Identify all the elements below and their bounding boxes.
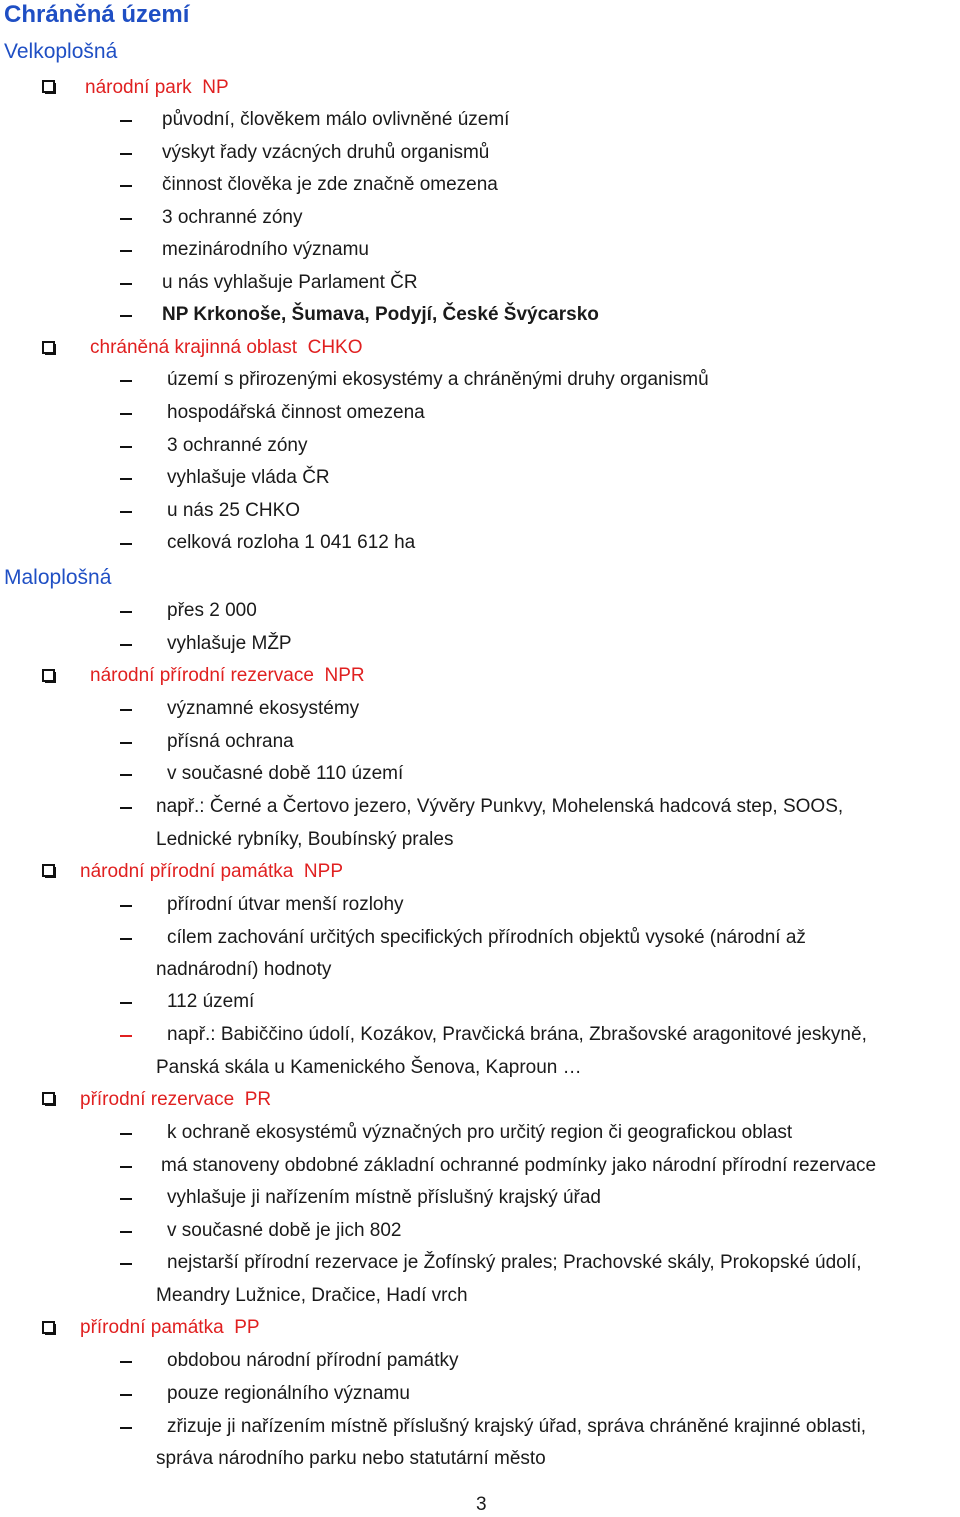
category-heading-npp <box>80 860 343 884</box>
list-item: pouze regionálního významu <box>167 1383 410 1404</box>
category-heading-pp <box>80 1316 260 1340</box>
list-item: mezinárodního významu <box>162 239 369 260</box>
checkbox-icon <box>42 80 55 93</box>
category-abbr: NPR <box>324 665 365 686</box>
category-label: národní přírodní památka <box>80 861 294 882</box>
checkbox-icon <box>42 1092 55 1105</box>
list-item: např.: Černé a Čertovo jezero, Vývěry Punkvy, Mohelenská hadcová step, SOOS, <box>156 796 844 817</box>
list-item-continuation: správa národního parku nebo statutární město <box>156 1448 546 1469</box>
section-heading-maloplosna: Maloplošná <box>4 566 112 589</box>
dash-icon <box>120 644 132 646</box>
list-item: obdobou národní přírodní památky <box>167 1350 459 1371</box>
dash-icon <box>120 315 132 317</box>
category-abbr: PR <box>244 1089 272 1110</box>
category-label: přírodní památka <box>80 1317 224 1338</box>
category-heading-chko <box>90 336 363 360</box>
list-item-continuation: nadnárodní) hodnoty <box>156 959 332 980</box>
list-item-continuation: Meandry Lužnice, Dračice, Hadí vrch <box>156 1285 468 1306</box>
dash-icon <box>120 1263 132 1265</box>
list-item: u nás vyhlašuje Parlament ČR <box>162 272 418 293</box>
category-heading-pr <box>80 1088 271 1112</box>
list-item-continuation: Panská skála u Kamenického Šenova, Kaproun … <box>156 1057 582 1078</box>
category-abbr: NPP <box>303 861 343 882</box>
checkbox-icon <box>42 864 55 877</box>
list-item: 3 ochranné zóny <box>162 207 303 228</box>
category-abbr: PP <box>234 1317 260 1338</box>
dash-icon <box>120 120 132 122</box>
dash-icon <box>120 1166 132 1168</box>
list-item: nejstarší přírodní rezervace je Žofínský prales; Prachovské skály, Prokopské údolí, <box>167 1252 862 1273</box>
dash-icon <box>120 807 132 809</box>
checkbox-icon <box>42 341 55 354</box>
list-item: cílem zachování určitých specifických přírodních objektů vysoké (národní až <box>167 927 806 948</box>
category-heading-npr <box>90 664 365 688</box>
list-item: např.: Babiččino údolí, Kozákov, Pravčická brána, Zbrašovské aragonitové jeskyně, <box>167 1024 867 1045</box>
category-abbr: CHKO <box>307 337 363 358</box>
dash-icon <box>120 774 132 776</box>
dash-icon <box>120 446 132 448</box>
dash-icon <box>120 709 132 711</box>
list-item: území s přirozenými ekosystémy a chráněnými druhy organismů <box>167 369 709 390</box>
checkbox-icon <box>42 1321 55 1334</box>
dash-icon <box>120 611 132 613</box>
list-item: u nás 25 CHKO <box>167 500 301 521</box>
dash-icon <box>120 1427 132 1429</box>
section-heading-velkoplosna: Velkoplošná <box>4 40 118 63</box>
dash-icon <box>120 742 132 744</box>
category-abbr: NP <box>202 77 229 98</box>
list-item-continuation: Lednické rybníky, Boubínský prales <box>156 829 454 850</box>
list-item: činnost člověka je zde značně omezena <box>162 174 498 195</box>
dash-icon <box>120 1035 132 1037</box>
checkbox-icon <box>42 669 55 682</box>
dash-icon <box>120 905 132 907</box>
list-item: 3 ochranné zóny <box>167 435 308 456</box>
category-label: přírodní rezervace <box>80 1089 235 1110</box>
list-item: původní, člověkem málo ovlivněné území <box>162 109 510 130</box>
category-label: chráněná krajinná oblast <box>90 337 298 358</box>
dash-icon <box>120 185 132 187</box>
dash-icon <box>120 478 132 480</box>
list-item: v současné době 110 území <box>167 763 404 784</box>
list-item: 112 území <box>167 991 255 1012</box>
list-item: zřizuje ji nařízením místně příslušný krajský úřad, správa chráněné krajinné oblasti, <box>167 1416 867 1437</box>
dash-icon <box>120 153 132 155</box>
list-item: k ochraně ekosystémů význačných pro určitý region či geografickou oblast <box>167 1122 793 1143</box>
dash-icon <box>120 1394 132 1396</box>
dash-icon <box>120 250 132 252</box>
list-item: celková rozloha 1 041 612 ha <box>167 532 416 553</box>
list-item: vyhlašuje ji nařízením místně příslušný krajský úřad <box>167 1187 601 1208</box>
dash-icon <box>120 543 132 545</box>
dash-icon <box>120 1361 132 1363</box>
dash-icon <box>120 380 132 382</box>
dash-icon <box>120 1198 132 1200</box>
dash-icon <box>120 1002 132 1004</box>
page-title: Chráněná území <box>4 1 190 28</box>
dash-icon <box>120 938 132 940</box>
dash-icon <box>120 1231 132 1233</box>
category-heading-np <box>85 76 229 100</box>
list-item: hospodářská činnost omezena <box>167 402 425 423</box>
dash-icon <box>120 413 132 415</box>
dash-icon <box>120 218 132 220</box>
list-item: výskyt řady vzácných druhů organismů <box>162 142 490 163</box>
list-item: přírodní útvar menší rozlohy <box>167 894 404 915</box>
dash-icon <box>120 1133 132 1135</box>
list-item: NP Krkonoše, Šumava, Podyjí, České Švýcarsko <box>162 304 599 325</box>
list-item: v současné době je jich 802 <box>167 1220 402 1241</box>
list-item: významné ekosystémy <box>167 698 360 719</box>
page-number: 3 <box>476 1494 487 1515</box>
dash-icon <box>120 283 132 285</box>
list-item: má stanoveny obdobné základní ochranné podmínky jako národní přírodní rezervace <box>161 1155 877 1176</box>
category-label: národní přírodní rezervace <box>90 665 314 686</box>
list-item: přes 2 000 <box>167 600 257 621</box>
list-item: vyhlašuje MŽP <box>167 633 292 654</box>
list-item: přísná ochrana <box>167 731 294 752</box>
category-label: národní park <box>85 77 192 98</box>
dash-icon <box>120 511 132 513</box>
list-item: vyhlašuje vláda ČR <box>167 467 330 488</box>
